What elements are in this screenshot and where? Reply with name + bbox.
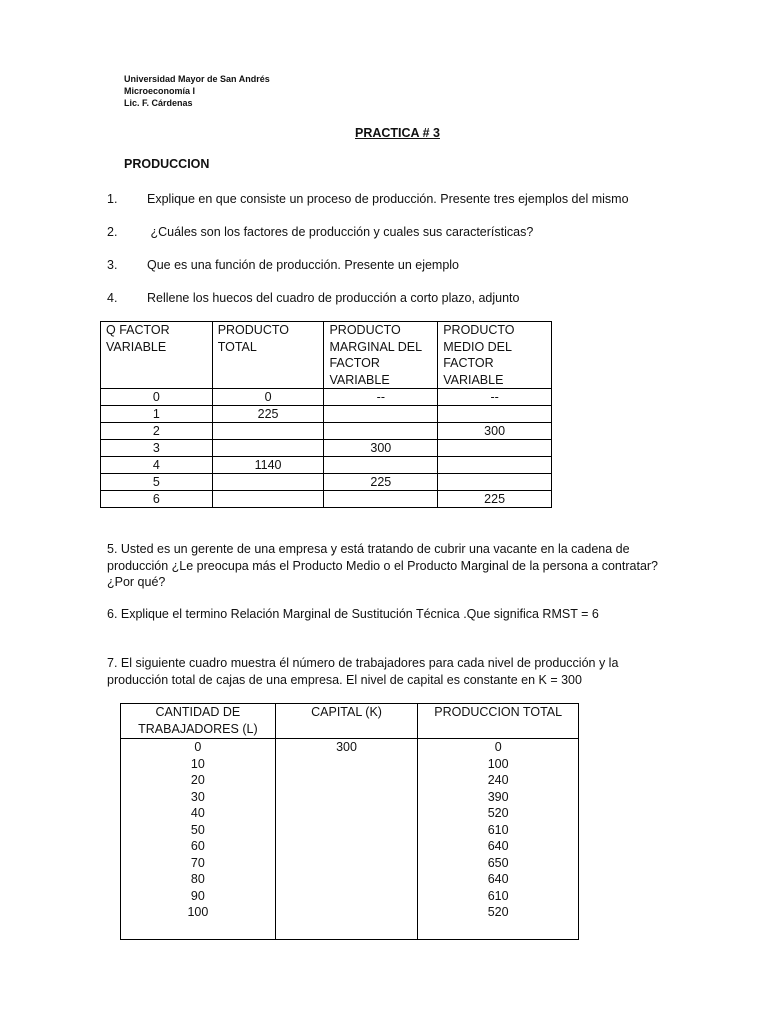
labor-production-table <box>120 703 579 940</box>
column-header: Q FACTOR VARIABLE <box>101 322 213 389</box>
table-cell <box>212 423 324 440</box>
table-row <box>101 474 552 491</box>
table-cell <box>324 457 438 474</box>
question-7: 7. El siguiente cuadro muestra él número de trabajadores para cada nivel de producción y la producción total de cajas de una empresa. El nivel de capital es constante en K = 300 <box>107 656 619 687</box>
question-2 <box>107 224 533 241</box>
course-name: Microeconomía I <box>124 86 196 96</box>
column-header: CANTIDAD DE TRABAJADORES (L) <box>121 704 276 739</box>
column-header: CAPITAL (K) <box>275 704 418 739</box>
table-cell: 0 <box>101 389 213 406</box>
table-cell: 225 <box>324 474 438 491</box>
table-cell: 6 <box>101 491 213 508</box>
table-cell <box>212 440 324 457</box>
table-cell: 3 <box>101 440 213 457</box>
table-cell: 4 <box>101 457 213 474</box>
column-header: PRODUCTO MARGINAL DEL FACTOR VARIABLE <box>324 322 438 389</box>
table-cell: 5 <box>101 474 213 491</box>
table-cell <box>324 423 438 440</box>
document-header <box>124 73 270 109</box>
table-cell: -- <box>324 389 438 406</box>
question-1 <box>107 191 629 208</box>
column-header: PRODUCCION TOTAL <box>418 704 579 739</box>
university-name: Universidad Mayor de San Andrés <box>124 74 270 84</box>
table-cell: 225 <box>438 491 552 508</box>
table-row <box>101 406 552 423</box>
question-text: ¿Cuáles son los factores de producción y cuales sus características? <box>147 225 534 239</box>
question-number: 1. <box>107 192 118 206</box>
table-row <box>101 440 552 457</box>
table-cell: 300 <box>324 440 438 457</box>
table-cell: 225 <box>212 406 324 423</box>
table-cell: 2 <box>101 423 213 440</box>
table-cell <box>438 474 552 491</box>
question-5: 5. Usted es un gerente de una empresa y está tratando de cubrir una vacante en la cadena de producción ¿Le preocupa más el Producto Medio o el Producto Marginal de la persona a contratar? ¿Por qué? <box>107 542 659 589</box>
table-row <box>101 423 552 440</box>
table-cell: 1140 <box>212 457 324 474</box>
short-run-production-table <box>100 321 552 508</box>
table-row <box>121 739 579 940</box>
table-cell <box>324 491 438 508</box>
table-header-row <box>121 704 579 739</box>
question-text: Rellene los huecos del cuadro de producción a corto plazo, adjunto <box>147 291 520 305</box>
table-cell <box>212 491 324 508</box>
column-header: PRODUCTO TOTAL <box>212 322 324 389</box>
table-cell: 0 <box>212 389 324 406</box>
table-row <box>101 457 552 474</box>
question-number: 2. <box>107 225 118 239</box>
page-title: PRACTICA # 3 <box>355 126 440 140</box>
question-text: Explique en que consiste un proceso de producción. Presente tres ejemplos del mismo <box>147 192 629 206</box>
table-cell: 1 <box>101 406 213 423</box>
table-row <box>101 389 552 406</box>
table-cell <box>438 406 552 423</box>
question-number: 4. <box>107 291 118 305</box>
table-cell <box>212 474 324 491</box>
table-cell <box>438 457 552 474</box>
capital-column: 300 <box>275 739 418 940</box>
table-header-row <box>101 322 552 389</box>
labor-column: 0 10 20 30 40 50 60 70 80 90 100 <box>121 739 276 940</box>
question-number: 3. <box>107 258 118 272</box>
section-title: PRODUCCION <box>124 157 210 171</box>
column-header: PRODUCTO MEDIO DEL FACTOR VARIABLE <box>438 322 552 389</box>
table-row <box>101 491 552 508</box>
lecturer-name: Lic. F. Cárdenas <box>124 98 193 108</box>
table-cell <box>324 406 438 423</box>
table-cell: 300 <box>438 423 552 440</box>
question-text: Que es una función de producción. Presente un ejemplo <box>147 258 460 272</box>
question-6: 6. Explique el termino Relación Marginal de Sustitución Técnica .Que significa RMST = 6 <box>107 607 599 621</box>
table-cell: -- <box>438 389 552 406</box>
production-column: 0 100 240 390 520 610 640 650 640 610 520 <box>418 739 579 940</box>
table-cell <box>438 440 552 457</box>
question-3 <box>107 257 459 274</box>
question-4 <box>107 290 519 307</box>
